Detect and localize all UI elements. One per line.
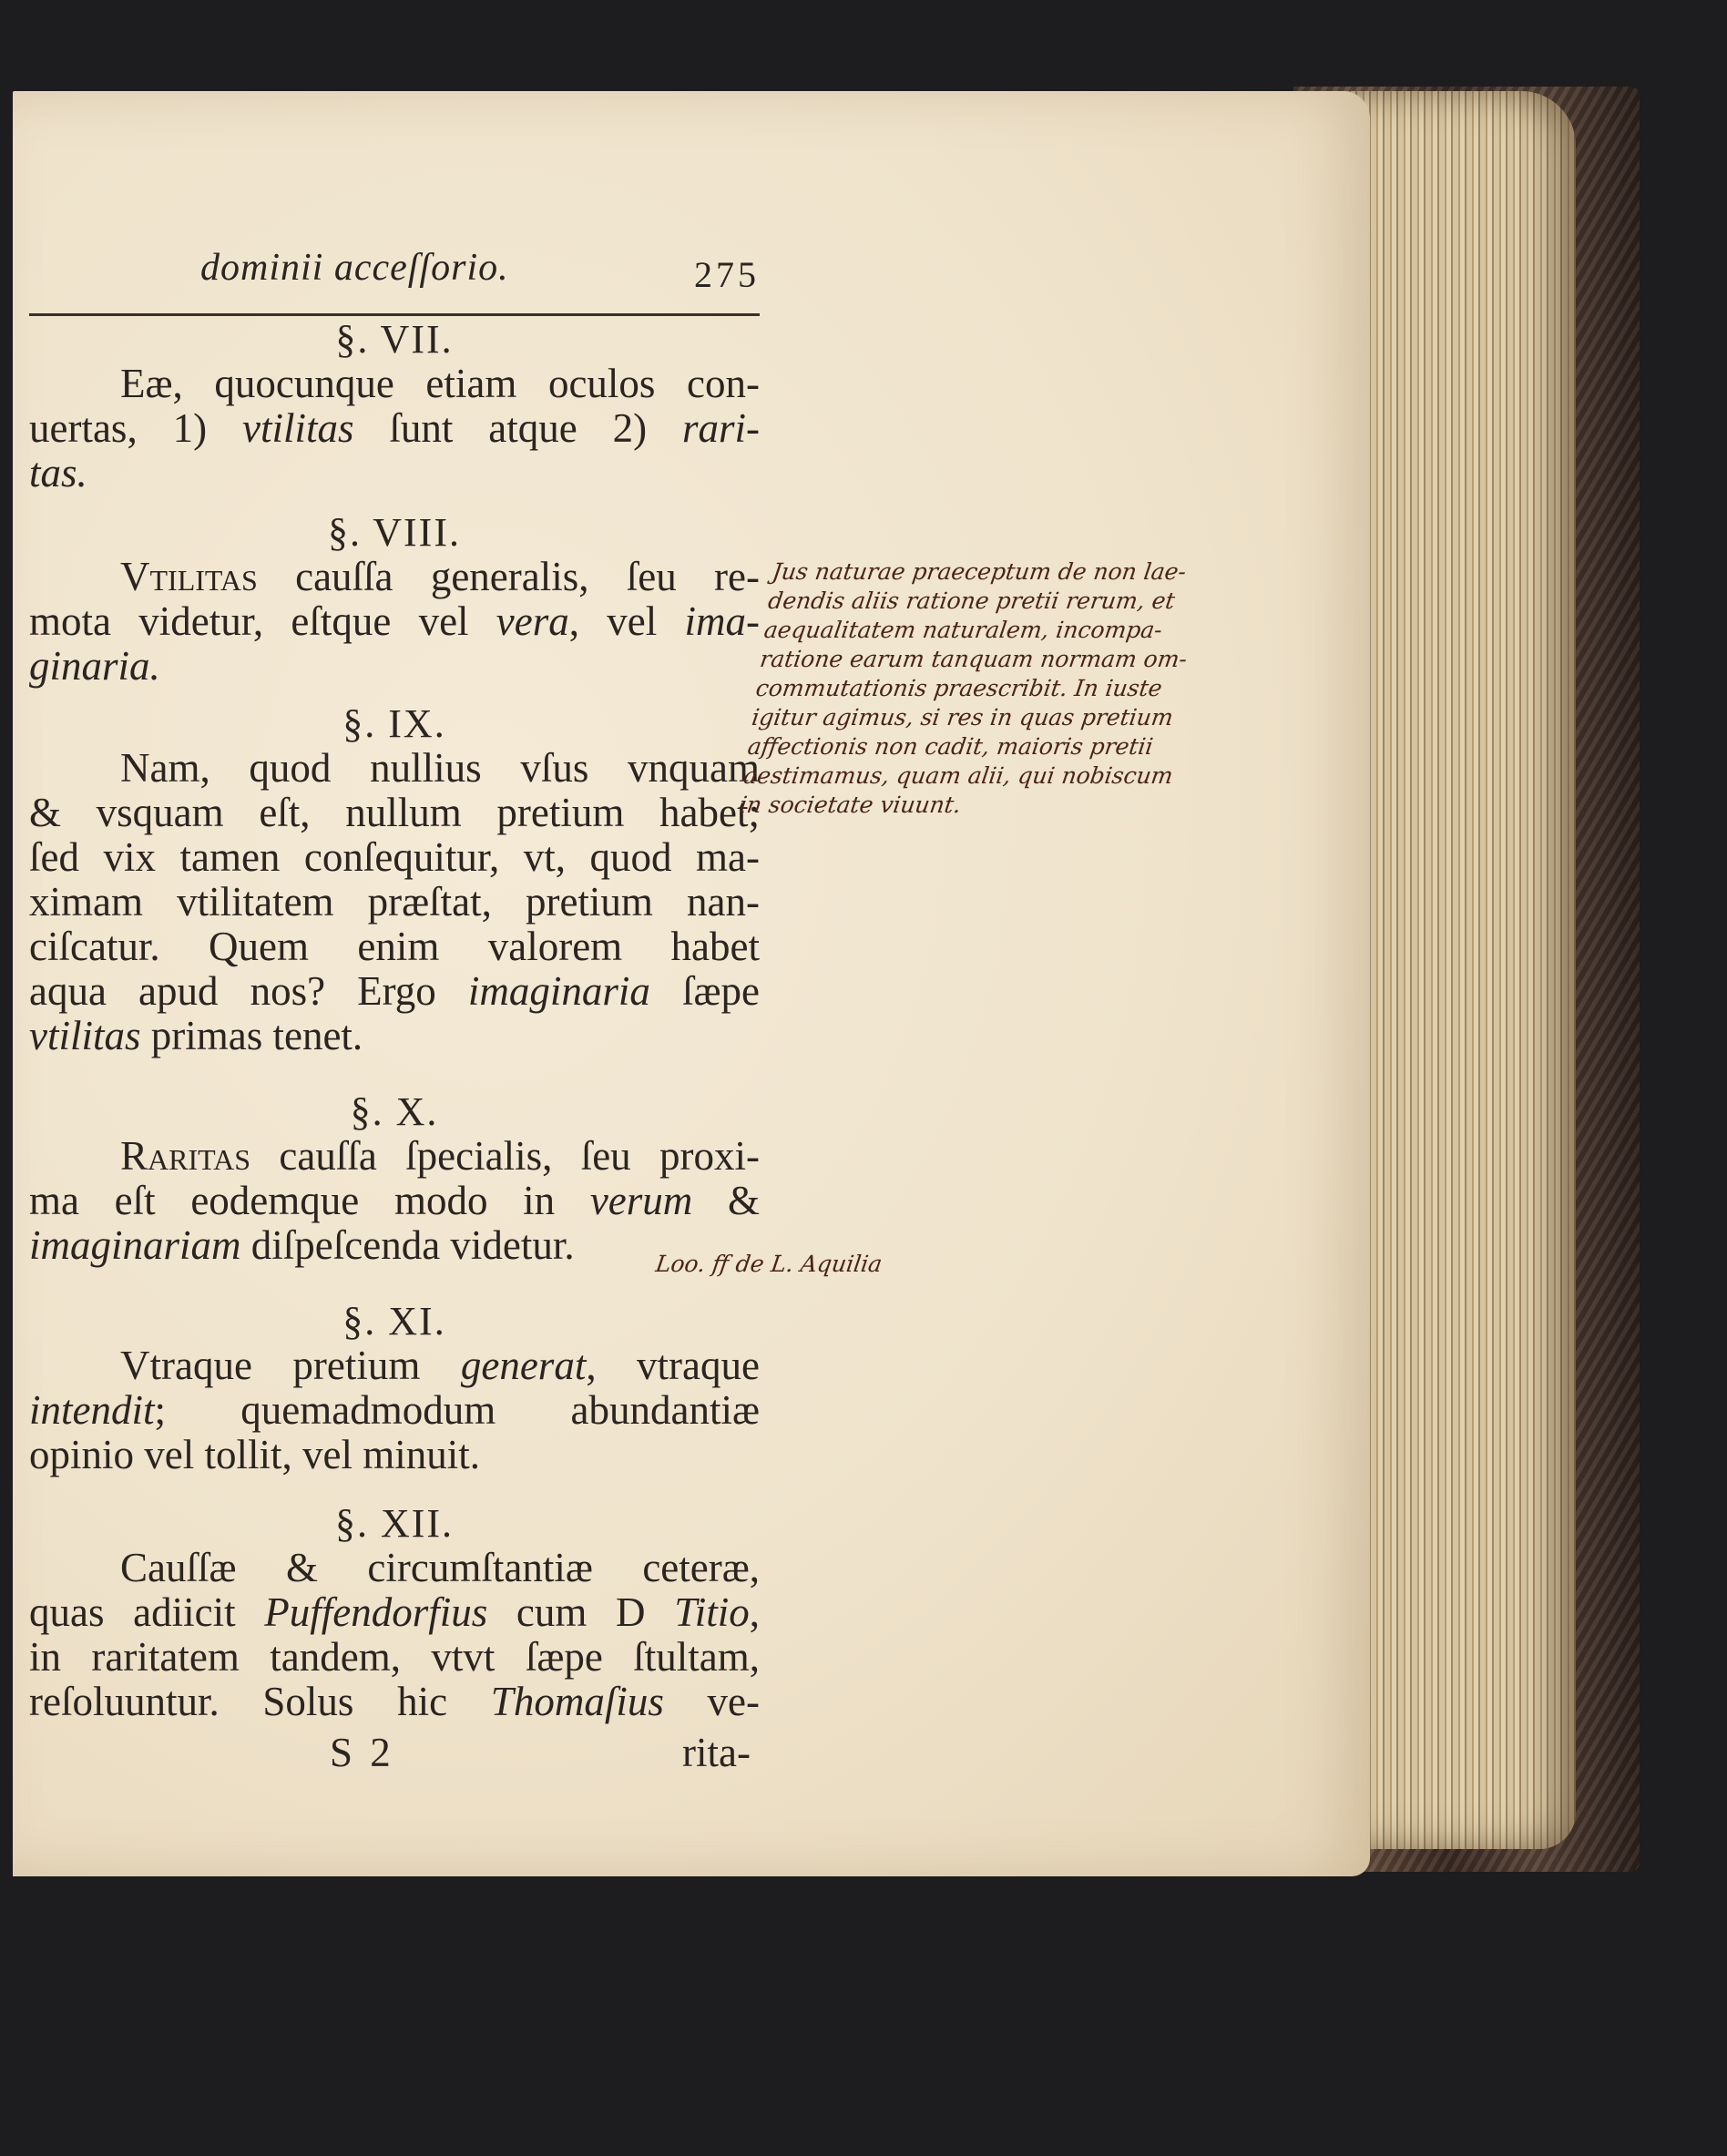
section-xi xyxy=(29,1299,760,1477)
section-heading: §. IX. xyxy=(342,701,446,746)
text-line: quas adiicit Puffendorfius cum D Titio, xyxy=(29,1589,760,1635)
text-line: tas. xyxy=(29,450,87,496)
text-line: Vtilitas cauſſa generalis, ſeu re- xyxy=(120,554,760,599)
text-line: in raritatem tandem, vtvt ſæpe ſtultam, xyxy=(29,1634,760,1680)
running-head-title: dominii acceſſorio. xyxy=(200,247,509,289)
note-line: aequalitatem naturalem, incompa- xyxy=(762,617,1164,643)
section-heading: §. VIII. xyxy=(328,510,461,555)
section-heading: §. XII. xyxy=(334,1501,455,1546)
note-line: igitur agimus, si res in quas pretium xyxy=(750,704,1175,731)
text-line: ginaria. xyxy=(29,643,160,689)
text-line: & vsquam eſt, nullum pretium habet; xyxy=(29,790,760,835)
header-rule xyxy=(29,313,760,316)
text-line: reſoluuntur. Solus hic Thomaſius ve- xyxy=(29,1679,760,1724)
text-line: Vtraque pretium generat, vtraque xyxy=(120,1343,760,1388)
section-vii xyxy=(29,317,760,496)
text-line: vtilitas primas tenet. xyxy=(29,1013,363,1058)
text-line: intendit; quemadmodum abundantiæ xyxy=(29,1387,760,1433)
handwritten-reference-note xyxy=(654,1250,1241,1279)
text-line: ximam vtilitatem præſtat, pretium nan- xyxy=(29,879,760,925)
note-line: aestimamus, quam alii, qui nobiscum xyxy=(741,762,1175,789)
note-line: in societate viuunt. xyxy=(738,792,963,818)
text-line: ſed vix tamen conſequitur, vt, quod ma- xyxy=(29,834,760,880)
note-line: ratione earum tanquam normam om- xyxy=(758,646,1190,672)
section-viii xyxy=(29,510,760,689)
catchword: rita- xyxy=(682,1730,751,1775)
note-line: Jus naturae praeceptum de non lae- xyxy=(771,558,1189,585)
handwritten-marginal-note xyxy=(738,557,1357,820)
text-line: opinio vel tollit, vel minuit. xyxy=(29,1432,480,1477)
page-number: 275 xyxy=(694,254,760,295)
signature-mark: S 2 xyxy=(330,1730,394,1775)
note-line: Loo. ff de L. Aquilia xyxy=(654,1251,884,1277)
section-heading: §. VII. xyxy=(335,317,454,362)
section-x xyxy=(29,1089,760,1268)
note-line: commutationis praescribit. In iuste xyxy=(754,675,1164,701)
text-line: Eæ, quocunque etiam oculos con- xyxy=(120,361,760,406)
text-line: mota videtur, eſtque vel vera, vel ima- xyxy=(29,598,760,644)
text-line: ma eſt eodemque modo in verum & xyxy=(29,1178,760,1223)
section-xii xyxy=(29,1501,760,1724)
catchword-line xyxy=(29,1729,760,1783)
text-line: imaginariam diſpeſcenda videtur. xyxy=(29,1222,575,1268)
section-heading: §. XI. xyxy=(342,1299,446,1344)
note-line: affectionis non cadit, maioris pretii xyxy=(746,733,1155,760)
text-line: uertas, 1) vtilitas ſunt atque 2) rari- xyxy=(29,405,760,451)
text-line: aqua apud nos? Ergo imaginaria ſæpe xyxy=(29,968,760,1014)
note-line: dendis aliis ratione pretii rerum, et xyxy=(766,588,1177,614)
text-line: Raritas cauſſa ſpecialis, ſeu proxi- xyxy=(120,1133,760,1179)
running-head xyxy=(29,246,760,310)
text-line: Nam, quod nullius vſus vnquam xyxy=(120,745,760,791)
text-line: ciſcatur. Quem enim valorem habet xyxy=(29,924,760,969)
text-line: Cauſſæ & circumſtantiæ ceteræ, xyxy=(120,1545,760,1590)
section-ix xyxy=(29,701,760,1058)
section-heading: §. X. xyxy=(350,1089,439,1134)
